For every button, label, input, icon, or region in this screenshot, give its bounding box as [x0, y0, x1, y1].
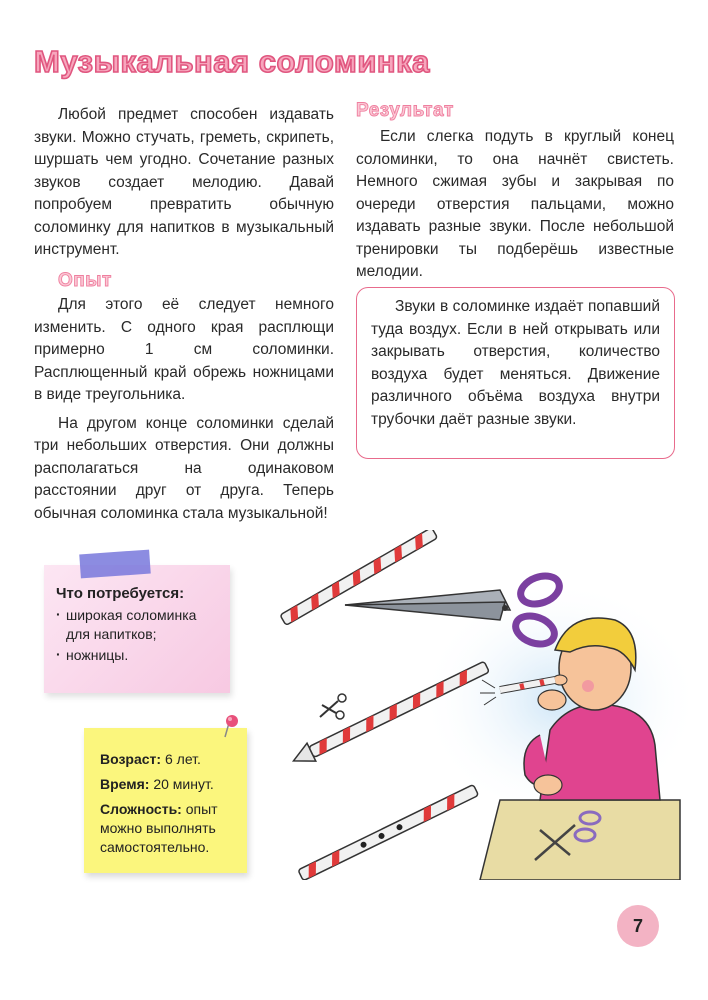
materials-item: · ножницы.: [56, 646, 220, 665]
fact-box: [356, 287, 675, 459]
tape-decoration: [79, 550, 151, 579]
page-number: 7: [617, 905, 659, 947]
materials-title: Что потребуется:: [56, 585, 185, 602]
time-line: [100, 775, 237, 794]
materials-note: [44, 565, 230, 693]
difficulty-value: опыт можно выполнять самостоятельно.: [100, 801, 218, 855]
experiment-text-2: На другом конце соломинки сделай три небольших отверстия. Они должны располагаться на одинаковом расстоянии друг от друга. Теперь обычная соломинка стала музыкальной!: [34, 414, 334, 522]
fact-text: Звуки в соломинке издаёт попавший туда воздух. Если в ней открывать или закрывать отверстия, количество воздуха будет меняться. Движение различного объёма воздуха внутри трубочки даёт разные звуки.: [371, 298, 660, 428]
page-title: Музыкальная соломинка: [34, 44, 430, 79]
straw-bottom-icon: [298, 785, 479, 880]
illustration: [250, 530, 690, 880]
time-value: 20 минут.: [153, 776, 214, 792]
difficulty-label: Сложность:: [100, 801, 182, 817]
pushpin-icon: [223, 713, 241, 739]
age-label: Возраст:: [100, 751, 162, 767]
result-heading: Результат: [356, 100, 454, 121]
materials-item: · широкая соломинка для напитков;: [56, 606, 220, 644]
age-line: [100, 750, 237, 769]
intro-text: Любой предмет способен издавать звуки. Можно стучать, греметь, скрипеть, шуршать чем угодно. Сочетание разных звуков создает мелодию. Давай попробуем превратить обычную соломинку для напитков в музыкальный инструмент.: [34, 106, 334, 258]
intro-paragraph: [34, 104, 334, 262]
small-scissors-icon: [320, 694, 346, 719]
result-text: Если слегка подуть в круглый конец соломинки, то она начнёт свистеть. Немного сжимая зубы и закрывая по очереди отверстия пальцами, можно издавать разные звуки. После небольшой тренировки ты подберёшь известные мелодии.: [356, 128, 674, 280]
time-label: Время:: [100, 776, 150, 792]
age-value: 6 лет.: [164, 751, 201, 767]
experiment-heading: Опыт: [58, 270, 112, 291]
result-paragraph: [356, 126, 674, 284]
materials-list: [56, 606, 220, 665]
experiment-text-1: Для этого её следует немного изменить. С одного края расплющи примерно 1 см соломинки. Расплющенный край обрежь ножницами в виде треугольника.: [34, 296, 334, 403]
info-note: [84, 728, 247, 873]
difficulty-line: [100, 800, 237, 857]
experiment-paragraph: [34, 294, 334, 525]
